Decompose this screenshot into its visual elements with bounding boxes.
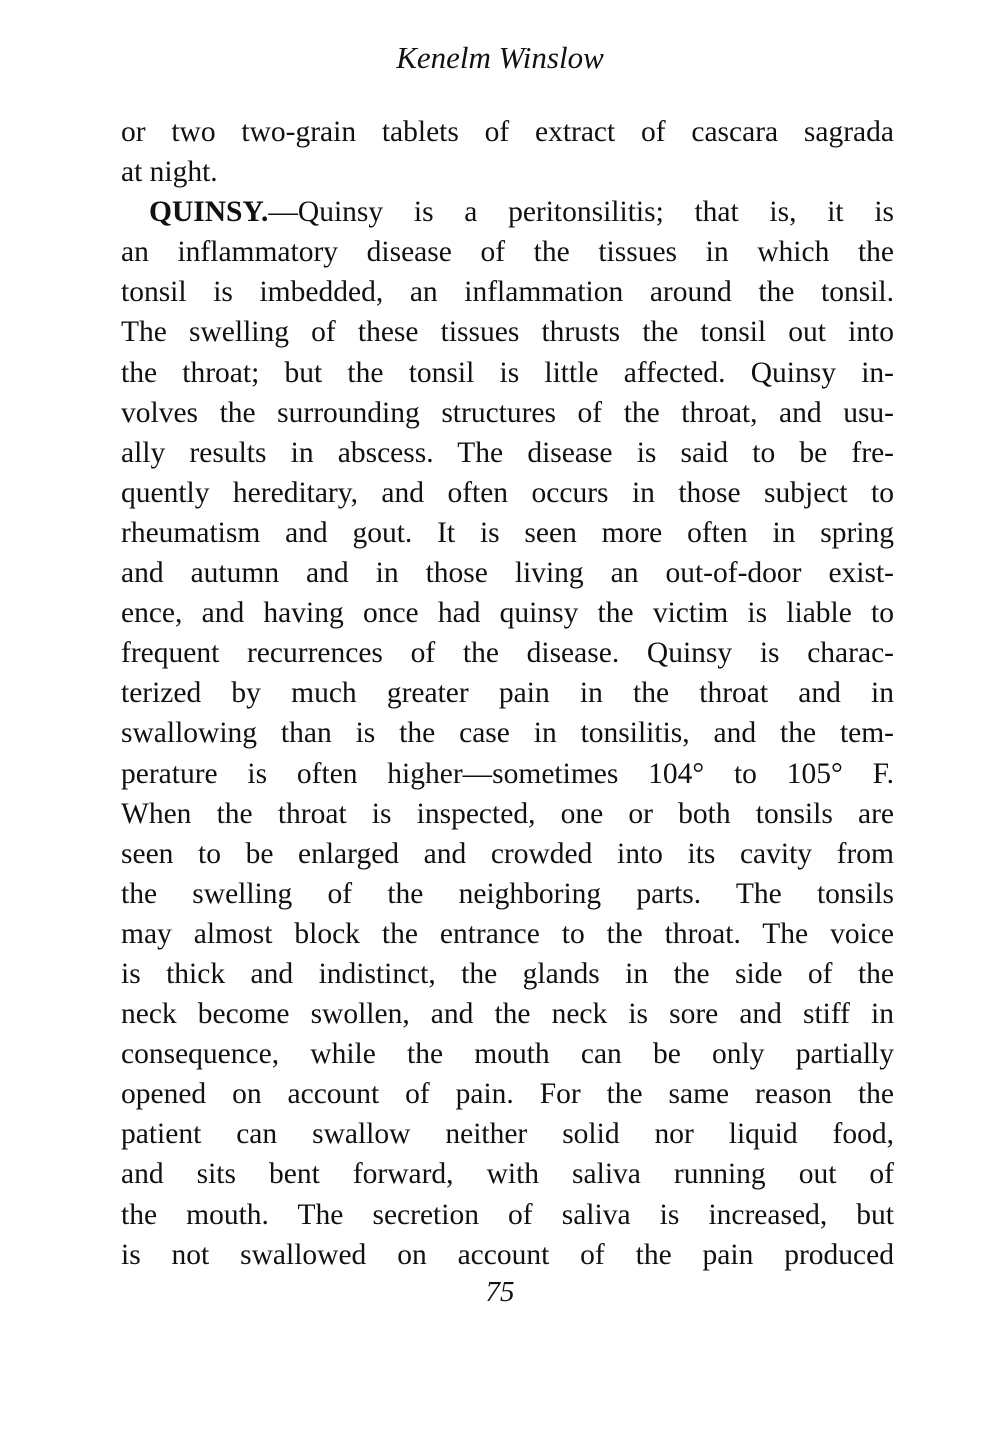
text-line: consequence, while the mouth can be only partially — [121, 1038, 894, 1071]
text-line: the mouth. The secretion of saliva is increased, but — [121, 1198, 894, 1231]
text-line: When the throat is inspected, one or both tonsils are — [121, 797, 894, 830]
text-line: is not swallowed on account of the pain produced — [121, 1238, 894, 1271]
text-line: tonsil is imbedded, an inflammation around the tonsil. — [121, 276, 894, 309]
text-line: swallowing than is the case in tonsilitis, and the tem- — [121, 717, 894, 750]
text-line: seen to be enlarged and crowded into its cavity from — [121, 837, 894, 870]
text-line: an inflammatory disease of the tissues in which the — [121, 236, 894, 269]
page-body — [121, 112, 894, 1275]
text-line: ence, and having once had quinsy the victim is liable to — [121, 597, 894, 630]
text-line: and autumn and in those living an out-of-door exist- — [121, 557, 894, 590]
section-heading: QUINSY. — [149, 196, 269, 229]
text-line: may almost block the entrance to the throat. The voice — [121, 917, 894, 950]
text-line: patient can swallow neither solid nor liquid food, — [121, 1118, 894, 1151]
text-line: rheumatism and gout. It is seen more often in spring — [121, 516, 894, 549]
page-number: 75 — [485, 1276, 515, 1308]
text-line: ally results in abscess. The disease is said to be fre- — [121, 436, 894, 469]
text-line: The swelling of these tissues thrusts the tonsil out into — [121, 316, 894, 349]
running-title: Kenelm Winslow — [396, 40, 604, 75]
text-line: frequent recurrences of the disease. Quinsy is charac- — [121, 637, 894, 670]
text-line: terized by much greater pain in the throat and in — [121, 677, 894, 710]
text-line: neck become swollen, and the neck is sore and stiff in — [121, 998, 894, 1031]
text-line-content: —Quinsy is a peritonsilitis; that is, it is — [268, 196, 894, 229]
text-line: the swelling of the neighboring parts. The tonsils — [121, 877, 894, 910]
text-line: the throat; but the tonsil is little affected. Quinsy in- — [121, 356, 894, 389]
text-line: and sits bent forward, with saliva running out of — [121, 1158, 894, 1191]
text-line: quently hereditary, and often occurs in those subject to — [121, 476, 894, 509]
text-line: at night. — [121, 156, 218, 189]
text-line: or two two-grain tablets of extract of cascara sagrada — [121, 116, 894, 148]
text-line: volves the surrounding structures of the throat, and usu- — [121, 396, 894, 429]
text-line: is thick and indistinct, the glands in the side of the — [121, 957, 894, 990]
text-line: perature is often higher—sometimes 104° to 105° F. — [121, 757, 894, 790]
text-line — [121, 192, 894, 232]
text-line: opened on account of pain. For the same reason the — [121, 1078, 894, 1111]
